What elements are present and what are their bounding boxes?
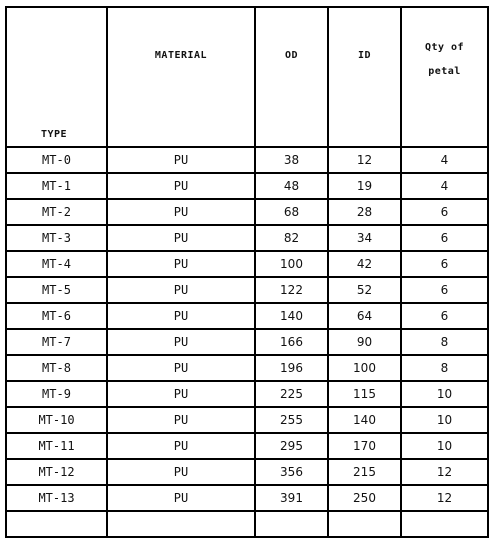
table-row [6, 355, 488, 381]
cell-qty: 10 [401, 381, 488, 407]
cell-material: PU [107, 173, 255, 199]
cell-type: MT-12 [6, 459, 107, 485]
header-type: TYPE [6, 7, 107, 147]
cell-type: MT-2 [6, 199, 107, 225]
cell-material: PU [107, 329, 255, 355]
cell-type: MT-5 [6, 277, 107, 303]
table-row [6, 277, 488, 303]
table-row [6, 433, 488, 459]
blank-cell [328, 511, 401, 537]
cell-material: PU [107, 485, 255, 511]
cell-od: 140 [255, 303, 328, 329]
cell-material: PU [107, 225, 255, 251]
header-od: OD [255, 7, 328, 147]
table-header [6, 7, 488, 147]
table-row [6, 199, 488, 225]
header-qty-line1: Qty of [424, 42, 465, 53]
header-qty-of-petal [401, 7, 488, 147]
cell-type: MT-8 [6, 355, 107, 381]
table-row [6, 459, 488, 485]
header-qty-line2: petal [428, 66, 461, 77]
cell-od: 166 [255, 329, 328, 355]
cell-od: 82 [255, 225, 328, 251]
cell-od: 38 [255, 147, 328, 173]
table-row [6, 225, 488, 251]
cell-material: PU [107, 433, 255, 459]
cell-id: 28 [328, 199, 401, 225]
cell-qty: 6 [401, 225, 488, 251]
cell-material: PU [107, 303, 255, 329]
cell-id: 250 [328, 485, 401, 511]
table-body [6, 147, 488, 537]
cell-od: 196 [255, 355, 328, 381]
cell-od: 356 [255, 459, 328, 485]
cell-material: PU [107, 147, 255, 173]
table-row [6, 407, 488, 433]
cell-type: MT-9 [6, 381, 107, 407]
cell-type: MT-1 [6, 173, 107, 199]
cell-id: 12 [328, 147, 401, 173]
cell-od: 68 [255, 199, 328, 225]
cell-type: MT-11 [6, 433, 107, 459]
cell-material: PU [107, 355, 255, 381]
cell-od: 255 [255, 407, 328, 433]
cell-od: 295 [255, 433, 328, 459]
blank-cell [401, 511, 488, 537]
cell-id: 52 [328, 277, 401, 303]
cell-od: 122 [255, 277, 328, 303]
table-row [6, 485, 488, 511]
cell-material: PU [107, 381, 255, 407]
cell-od: 100 [255, 251, 328, 277]
cell-qty: 6 [401, 303, 488, 329]
table-row [6, 303, 488, 329]
cell-material: PU [107, 251, 255, 277]
cell-qty: 10 [401, 407, 488, 433]
cell-id: 215 [328, 459, 401, 485]
cell-type: MT-13 [6, 485, 107, 511]
cell-qty: 12 [401, 459, 488, 485]
cell-qty: 4 [401, 147, 488, 173]
header-material: MATERIAL [107, 7, 255, 147]
cell-type: MT-0 [6, 147, 107, 173]
table-row [6, 251, 488, 277]
blank-row [6, 511, 488, 537]
blank-cell [107, 511, 255, 537]
cell-id: 19 [328, 173, 401, 199]
cell-material: PU [107, 199, 255, 225]
header-id: ID [328, 7, 401, 147]
cell-id: 64 [328, 303, 401, 329]
cell-id: 90 [328, 329, 401, 355]
cell-type: MT-4 [6, 251, 107, 277]
cell-qty: 8 [401, 329, 488, 355]
cell-od: 391 [255, 485, 328, 511]
cell-qty: 6 [401, 277, 488, 303]
header-row [6, 7, 488, 147]
cell-type: MT-6 [6, 303, 107, 329]
cell-od: 48 [255, 173, 328, 199]
blank-cell [6, 511, 107, 537]
cell-material: PU [107, 407, 255, 433]
cell-id: 42 [328, 251, 401, 277]
cell-qty: 12 [401, 485, 488, 511]
cell-qty: 10 [401, 433, 488, 459]
table-row [6, 381, 488, 407]
cell-od: 225 [255, 381, 328, 407]
spec-table [5, 6, 489, 538]
cell-qty: 4 [401, 173, 488, 199]
cell-type: MT-10 [6, 407, 107, 433]
cell-qty: 6 [401, 199, 488, 225]
table-row [6, 173, 488, 199]
cell-type: MT-7 [6, 329, 107, 355]
cell-id: 115 [328, 381, 401, 407]
cell-qty: 6 [401, 251, 488, 277]
cell-material: PU [107, 277, 255, 303]
cell-qty: 8 [401, 355, 488, 381]
cell-id: 170 [328, 433, 401, 459]
cell-id: 140 [328, 407, 401, 433]
cell-type: MT-3 [6, 225, 107, 251]
table-row [6, 329, 488, 355]
cell-id: 100 [328, 355, 401, 381]
cell-id: 34 [328, 225, 401, 251]
cell-material: PU [107, 459, 255, 485]
table-row [6, 147, 488, 173]
blank-cell [255, 511, 328, 537]
